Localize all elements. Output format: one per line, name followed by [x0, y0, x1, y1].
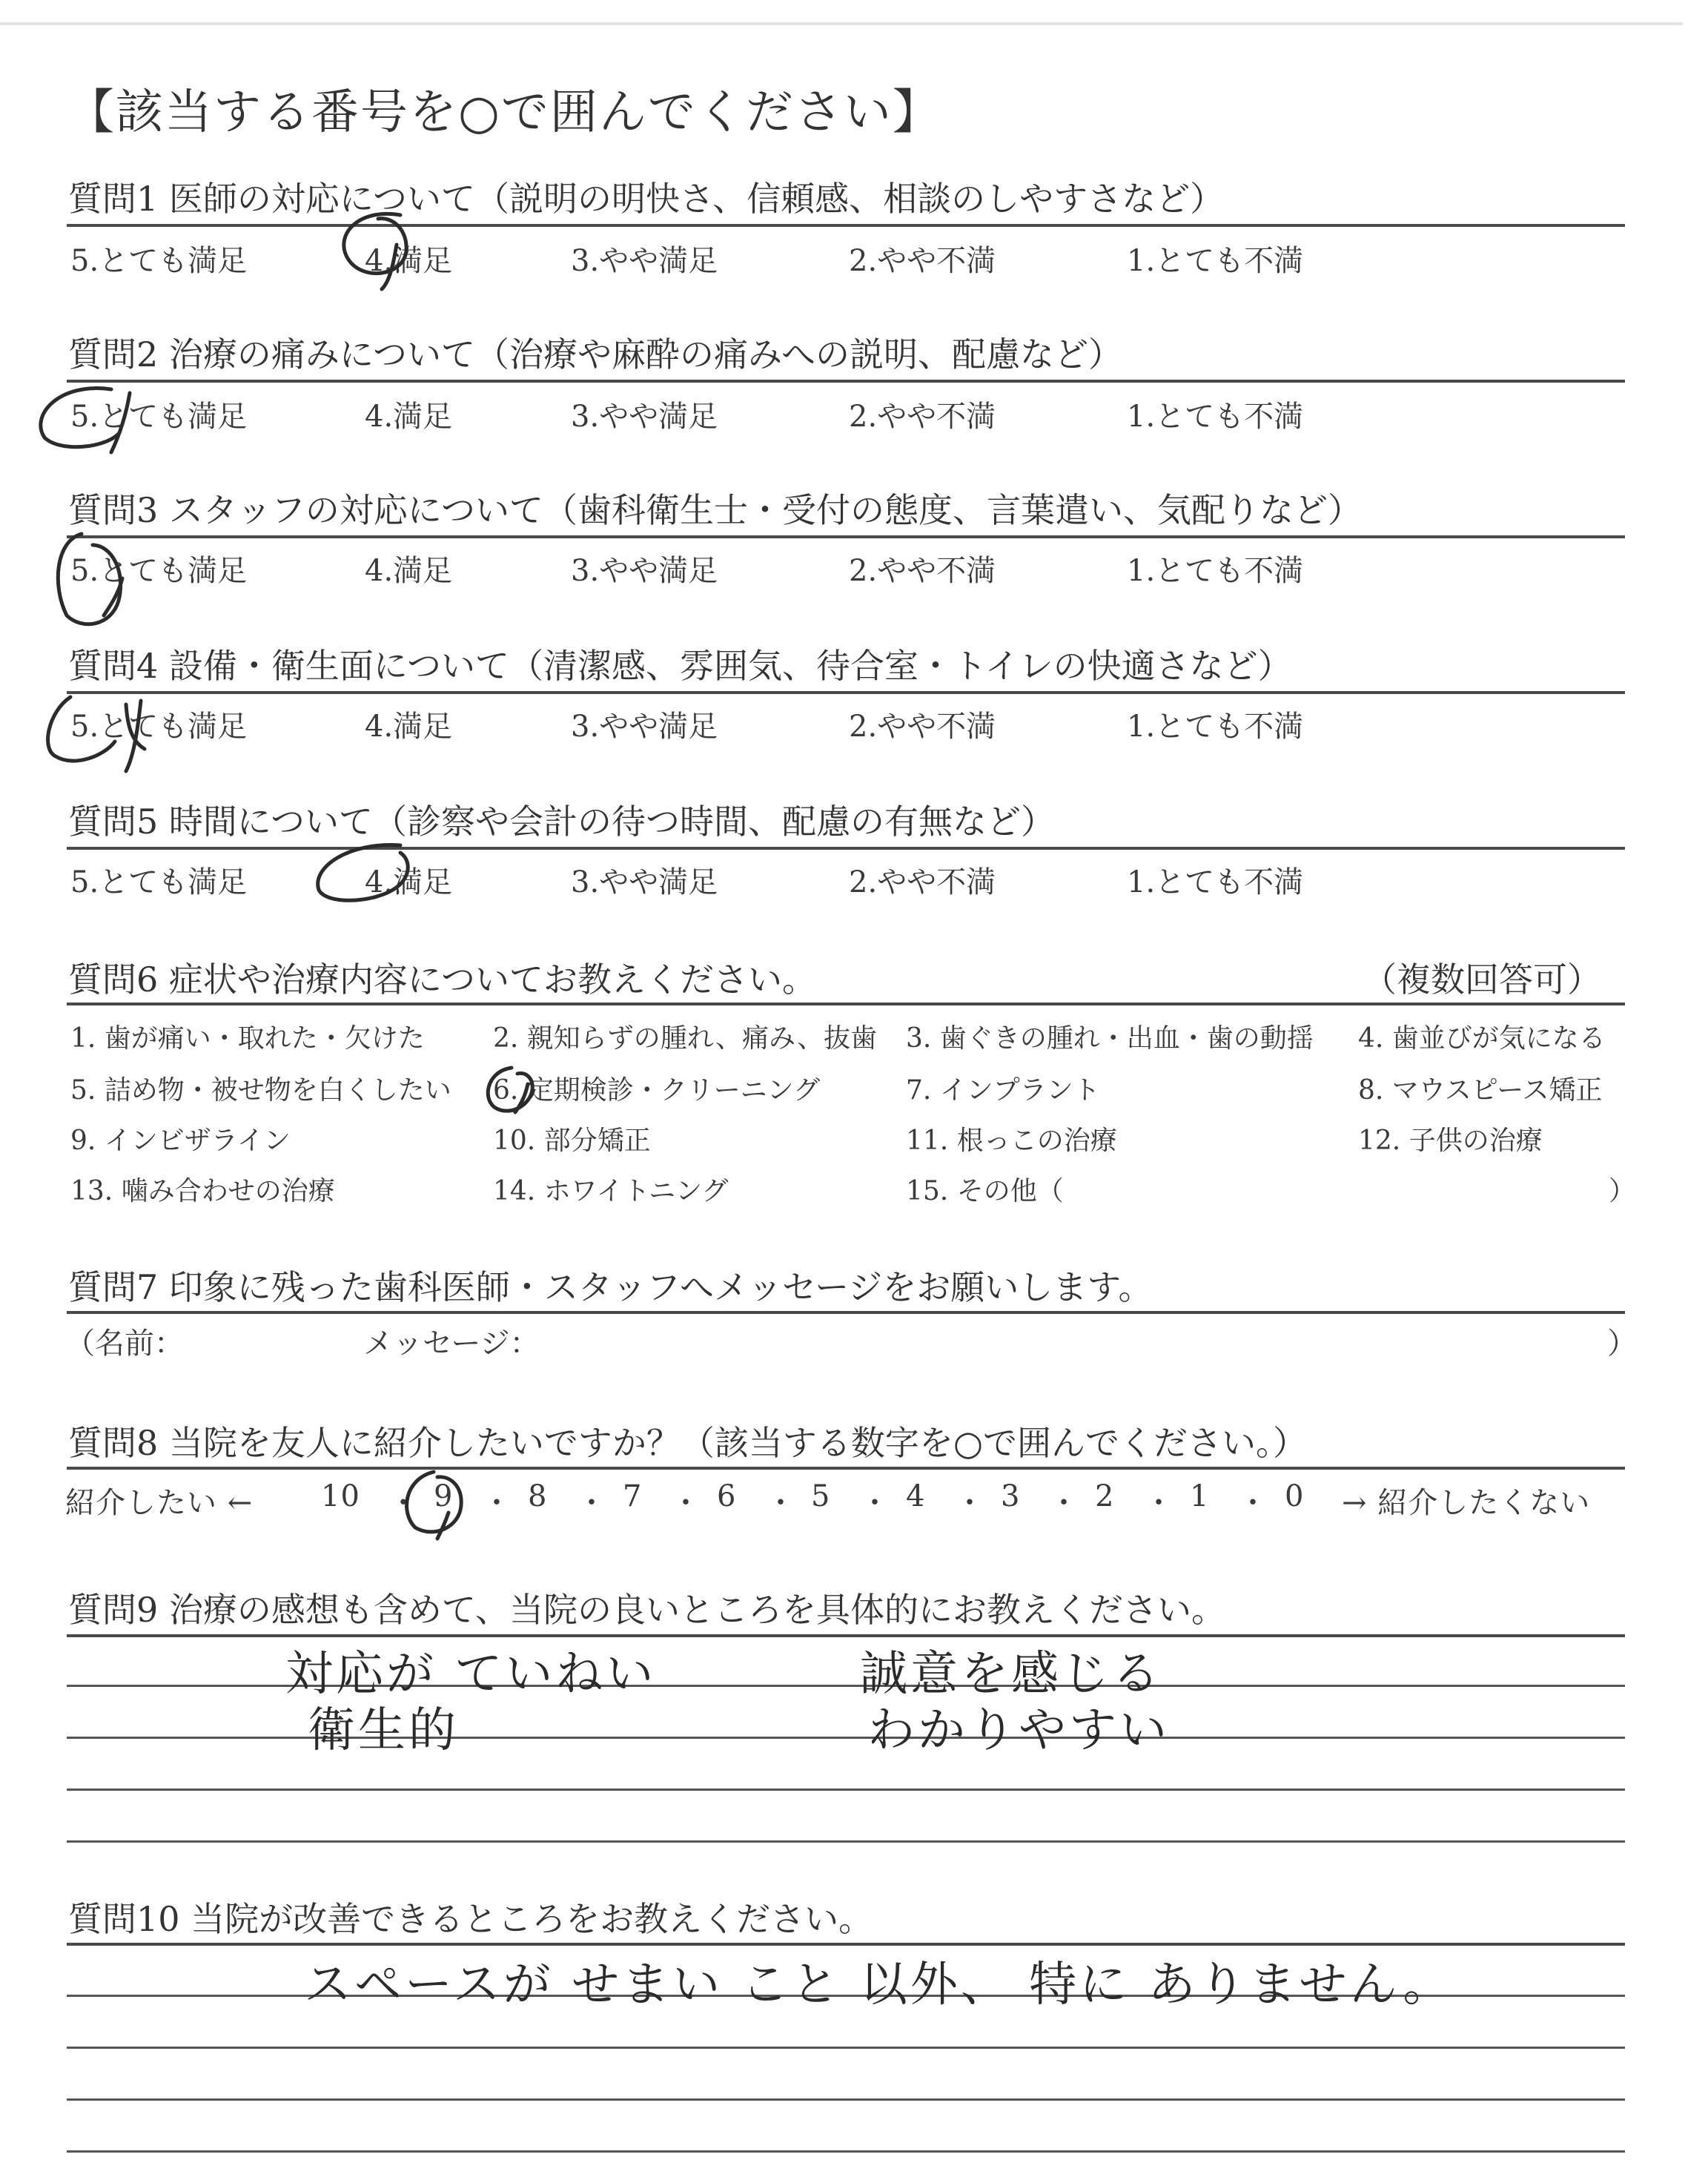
q6-option-15-close: ） — [1609, 1176, 1636, 1206]
q6-option-4[interactable]: 4. 歯並びが気になる — [1358, 1023, 1606, 1054]
q1-circle-mark — [344, 214, 406, 289]
q7-name-label: （名前： — [65, 1327, 184, 1361]
q8-circle-mark — [407, 1472, 462, 1539]
q8-number-1[interactable]: 1 — [1190, 1479, 1210, 1513]
q8-number-4[interactable]: 4 — [906, 1479, 926, 1513]
q6-option-14[interactable]: 14. ホワイトニング — [493, 1176, 729, 1206]
q4-option-3[interactable]: 3.やや満足 — [571, 710, 718, 744]
q8-separator: ・ — [955, 1486, 985, 1520]
q9-answer-3: 衛生的 — [308, 1703, 459, 1758]
q2-option-4[interactable]: 4.満足 — [365, 400, 453, 434]
q4-circle-mark — [48, 697, 145, 771]
q8-number-3[interactable]: 3 — [1001, 1479, 1021, 1513]
q6-option-8[interactable]: 8. マウスピース矯正 — [1358, 1075, 1603, 1106]
q1-option-1[interactable]: 1.とても不満 — [1127, 244, 1304, 278]
q6-option-11[interactable]: 11. 根っこの治療 — [906, 1126, 1117, 1156]
q6-option-12[interactable]: 12. 子供の治療 — [1358, 1126, 1543, 1156]
q6-option-5[interactable]: 5. 詰め物・被せ物を白くしたい — [70, 1075, 451, 1106]
q8-separator: ・ — [1238, 1486, 1268, 1520]
q6-option-6[interactable]: 6. 定期検診・クリーニング — [493, 1075, 821, 1106]
q2-option-3[interactable]: 3.やや満足 — [571, 400, 718, 434]
q3-option-2[interactable]: 2.やや不満 — [849, 554, 996, 588]
question-9-label: 質問9 治療の感想も含めて、当院の良いところを具体的にお教えください。 — [68, 1590, 1225, 1630]
q6-option-3[interactable]: 3. 歯ぐきの腫れ・出血・歯の動揺 — [906, 1023, 1314, 1054]
question-4-label: 質問4 設備・衛生面について（清潔感、雰囲気、待合室・トイレの快適さなど） — [68, 646, 1292, 686]
q8-separator: ・ — [482, 1486, 512, 1520]
q2-option-2[interactable]: 2.やや不満 — [849, 400, 996, 434]
q9-answer-1: 対応が ていねい — [285, 1647, 657, 1702]
question-10-label: 質問10 当院が改善できるところをお教えください。 — [68, 1899, 873, 1939]
q3-option-1[interactable]: 1.とても不満 — [1127, 554, 1304, 588]
q8-number-0[interactable]: 0 — [1285, 1479, 1305, 1513]
question-7-label: 質問7 印象に残った歯科医師・スタッフへメッセージをお願いします。 — [68, 1267, 1153, 1307]
q3-option-5[interactable]: 5.とても満足 — [70, 554, 248, 588]
question-6-label: 質問6 症状や治療内容についてお教えください。 — [68, 960, 816, 1000]
q5-option-4[interactable]: 4.満足 — [365, 865, 453, 899]
q8-separator: ・ — [577, 1486, 607, 1520]
q8-separator: ・ — [860, 1486, 890, 1520]
q1-option-5[interactable]: 5.とても満足 — [70, 244, 248, 278]
q8-number-5[interactable]: 5 — [811, 1479, 831, 1513]
q6-circle-mark — [488, 1068, 532, 1112]
q8-left-label: 紹介したい ← — [65, 1486, 254, 1520]
q8-number-10[interactable]: 10 — [321, 1479, 360, 1513]
question-8-label: 質問8 当院を友人に紹介したいですか？（該当する数字を○で囲んでください。） — [68, 1423, 1308, 1463]
q8-separator: ・ — [766, 1486, 796, 1520]
q8-number-8[interactable]: 8 — [528, 1479, 548, 1513]
q1-option-3[interactable]: 3.やや満足 — [571, 244, 718, 278]
question-6-note: （複数回答可） — [1363, 960, 1601, 1000]
q4-option-1[interactable]: 1.とても不満 — [1127, 710, 1304, 744]
q4-option-2[interactable]: 2.やや不満 — [849, 710, 996, 744]
q3-option-3[interactable]: 3.やや満足 — [571, 554, 718, 588]
q5-option-5[interactable]: 5.とても満足 — [70, 865, 248, 899]
q2-option-5[interactable]: 5.とても満足 — [70, 400, 248, 434]
q5-option-1[interactable]: 1.とても不満 — [1127, 865, 1304, 899]
question-5-label: 質問5 時間について（診察や会計の待つ時間、配慮の有無など） — [68, 802, 1055, 842]
q4-option-4[interactable]: 4.満足 — [365, 710, 453, 744]
q5-circle-mark — [318, 845, 408, 901]
q7-message-label: メッセージ： — [363, 1327, 540, 1361]
q5-option-2[interactable]: 2.やや不満 — [849, 865, 996, 899]
question-1-label: 質問1 医師の対応について（説明の明快さ、信頼感、相談のしやすさなど） — [68, 179, 1225, 219]
q2-option-1[interactable]: 1.とても不満 — [1127, 400, 1304, 434]
q6-option-7[interactable]: 7. インプラント — [906, 1075, 1100, 1106]
q10-answer: スペースが せまい こと 以外、 特に ありません。 — [304, 1958, 1454, 2012]
q5-option-3[interactable]: 3.やや満足 — [571, 865, 718, 899]
q7-close-paren: ） — [1607, 1327, 1637, 1361]
q6-option-9[interactable]: 9. インビザライン — [70, 1126, 291, 1156]
q8-separator: ・ — [671, 1486, 701, 1520]
question-2-label: 質問2 治療の痛みについて（治療や麻酔の痛みへの説明、配慮など） — [68, 334, 1123, 374]
q6-option-10[interactable]: 10. 部分矯正 — [493, 1126, 651, 1156]
q8-number-6[interactable]: 6 — [717, 1479, 737, 1513]
q8-separator: ・ — [1144, 1486, 1174, 1520]
q6-option-1[interactable]: 1. 歯が痛い・取れた・欠けた — [70, 1023, 425, 1054]
q9-answer-4: わかりやすい — [867, 1703, 1170, 1758]
q9-answer-2: 誠意を感じる — [860, 1647, 1162, 1702]
q1-option-2[interactable]: 2.やや不満 — [849, 244, 996, 278]
q1-option-4[interactable]: 4.満足 — [365, 244, 453, 278]
q3-option-4[interactable]: 4.満足 — [365, 554, 453, 588]
q4-option-5[interactable]: 5.とても満足 — [70, 710, 248, 744]
q8-number-9[interactable]: 9 — [434, 1479, 454, 1513]
q3-circle-mark — [58, 534, 122, 624]
question-3-label: 質問3 スタッフの対応について（歯科衛生士・受付の態度、言葉遣い、気配りなど） — [68, 490, 1362, 530]
form-title: 【該当する番号を○で囲んでください】 — [67, 85, 941, 140]
q8-number-7[interactable]: 7 — [623, 1479, 643, 1513]
q8-separator: ・ — [388, 1486, 419, 1520]
q8-number-2[interactable]: 2 — [1095, 1479, 1115, 1513]
q8-separator: ・ — [1049, 1486, 1079, 1520]
q6-option-15[interactable]: 15. その他（ — [906, 1176, 1064, 1206]
q6-option-2[interactable]: 2. 親知らずの腫れ、痛み、抜歯 — [493, 1023, 878, 1054]
q8-right-label: → 紹介したくない — [1342, 1486, 1591, 1520]
q2-circle-mark — [41, 389, 130, 452]
q6-option-13[interactable]: 13. 噛み合わせの治療 — [70, 1176, 335, 1206]
